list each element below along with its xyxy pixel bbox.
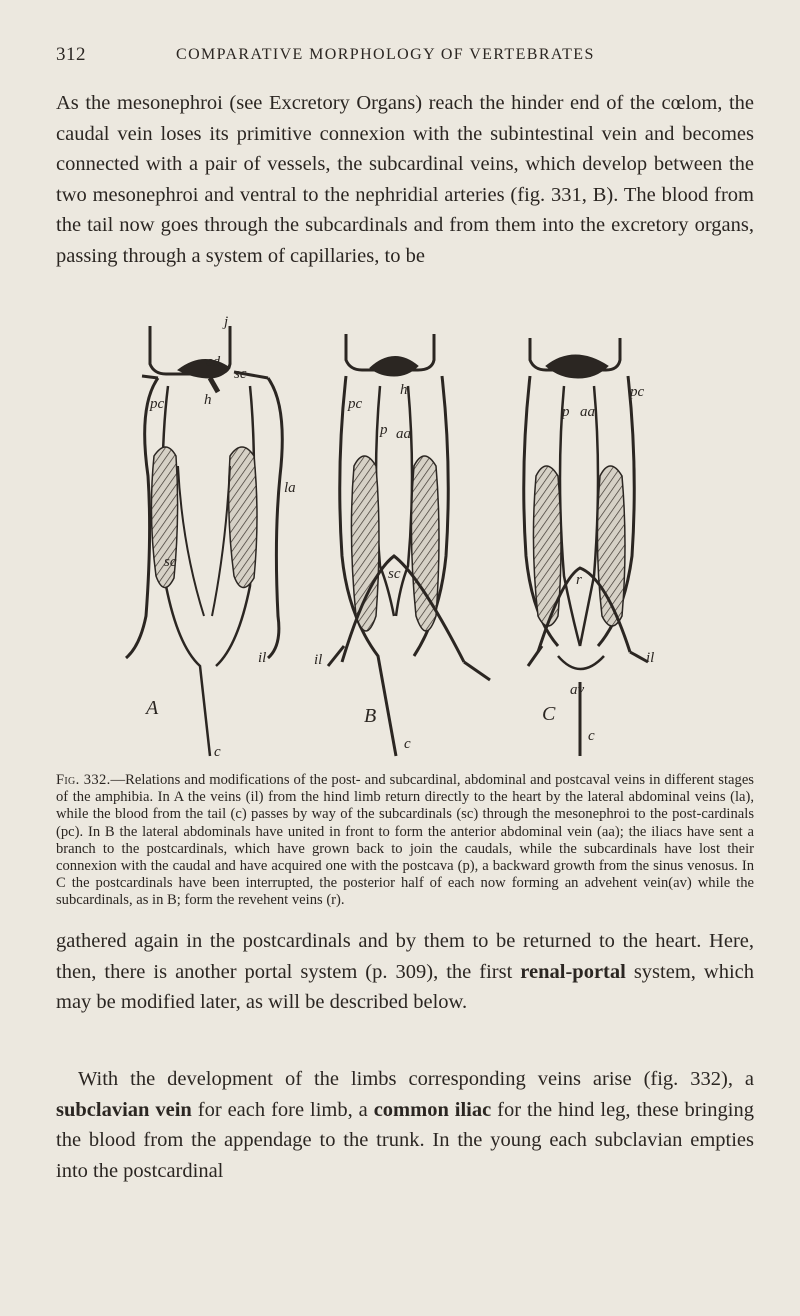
label-a-il: il xyxy=(258,650,267,666)
page-number: 312 xyxy=(56,44,86,65)
paragraph-3-text-b: for each fore limb, a xyxy=(191,1098,374,1121)
panel-c-diagram xyxy=(524,338,648,756)
label-b-sc: sc xyxy=(388,566,401,582)
paragraph-2 xyxy=(56,926,754,1018)
paragraph-3-text-a: With the development of the limbs corresponding veins arise (fig. 332), a xyxy=(78,1068,754,1090)
running-title: COMPARATIVE MORPHOLOGY OF VERTEBRATES xyxy=(176,46,595,63)
label-b-pc: pc xyxy=(348,396,363,412)
panel-c-letter: C xyxy=(542,703,556,725)
label-a-cd: cd xyxy=(206,354,221,370)
figure-332 xyxy=(118,316,722,764)
label-b-il: il xyxy=(314,652,323,668)
term-common-iliac: common iliac xyxy=(373,1098,492,1121)
label-b-aa: aa xyxy=(396,426,411,442)
paragraph-3-text-c: for the hind leg, these bringing the blood from the appendage to the trunk. In the young each subclavian empties into the postcardinal xyxy=(56,1098,755,1182)
label-c-c: c xyxy=(588,728,595,744)
panel-a-letter: A xyxy=(146,697,159,719)
label-a-pc: pc xyxy=(150,396,165,412)
label-a-c: c xyxy=(214,744,221,760)
paragraph-1: As the mesonephroi (see Excretory Organs) reach the hinder end of the cœlom, the caudal vein loses its primitive connexion with the subintestinal vein and becomes connected with a pair of vessels, the subcardinal veins, which develop between the two mesonephroi and ventral to the nephridial arteries (fig. 331, B). The blood from the tail now goes through the subcardinals and from them into the excretory organs, passing through a system of capillaries, to be xyxy=(56,92,754,267)
label-c-aa: aa xyxy=(580,404,595,420)
panel-b-letter: B xyxy=(364,705,377,727)
term-subclavian-vein: subclavian vein xyxy=(56,1098,192,1121)
label-a-sc: sc xyxy=(164,554,177,570)
paragraph-2-text-a: gathered again in the postcardinals and by them to be returned to the heart. Here, then, there is another portal system (p. 309), the first xyxy=(56,930,754,983)
caption-text: —Relations and modifications of the post- and subcardinal, abdominal and postcaval veins in different stages of the amphibia. In A the veins (il) from the hind limb return directly to the heart by the lateral abdominal veins (la), while the blood from the tail (c) passes by way of the subcardinals (sc) through the mesonephroi to the post-cardinals (pc). In B the lateral abdominals have united in front to form the anterior abdominal vein (aa); the iliacs have sent a branch to the postcardinals, which have grown back to join the caudals, while the subcardinals have lost their connexion with the caudal and have acquired one with the postcava (p), a backward growth from the sinus venosus. In C the postcardinals have been interrupted, the posterior half of each now forming an advehent vein(av) while the subcardinals, as in B; form the revehent veins (r). xyxy=(56,772,754,909)
running-header xyxy=(56,44,756,68)
label-a-j: j xyxy=(224,316,229,330)
vein-diagram xyxy=(118,316,722,764)
label-c-pc: pc xyxy=(630,384,645,400)
panel-a-diagram xyxy=(126,326,282,756)
caption-label: Fig. 332. xyxy=(56,772,111,788)
label-c-av: av xyxy=(570,682,585,698)
label-c-p: p xyxy=(562,404,570,420)
label-c-il: il xyxy=(646,650,655,666)
label-b-p: p xyxy=(380,422,388,438)
term-renal-portal: renal-portal xyxy=(520,960,626,983)
label-a-h: h xyxy=(204,392,212,408)
label-b-c: c xyxy=(404,736,411,752)
paragraph-2-text-b: system, which may be modified later, as will be described below. xyxy=(56,960,755,1014)
figure-caption xyxy=(56,772,754,910)
paragraph-3 xyxy=(56,1064,754,1186)
label-c-r: r xyxy=(576,572,582,588)
label-a-sc-top: sc xyxy=(234,366,247,382)
label-b-h: h xyxy=(400,382,408,398)
label-a-la: la xyxy=(284,480,296,496)
